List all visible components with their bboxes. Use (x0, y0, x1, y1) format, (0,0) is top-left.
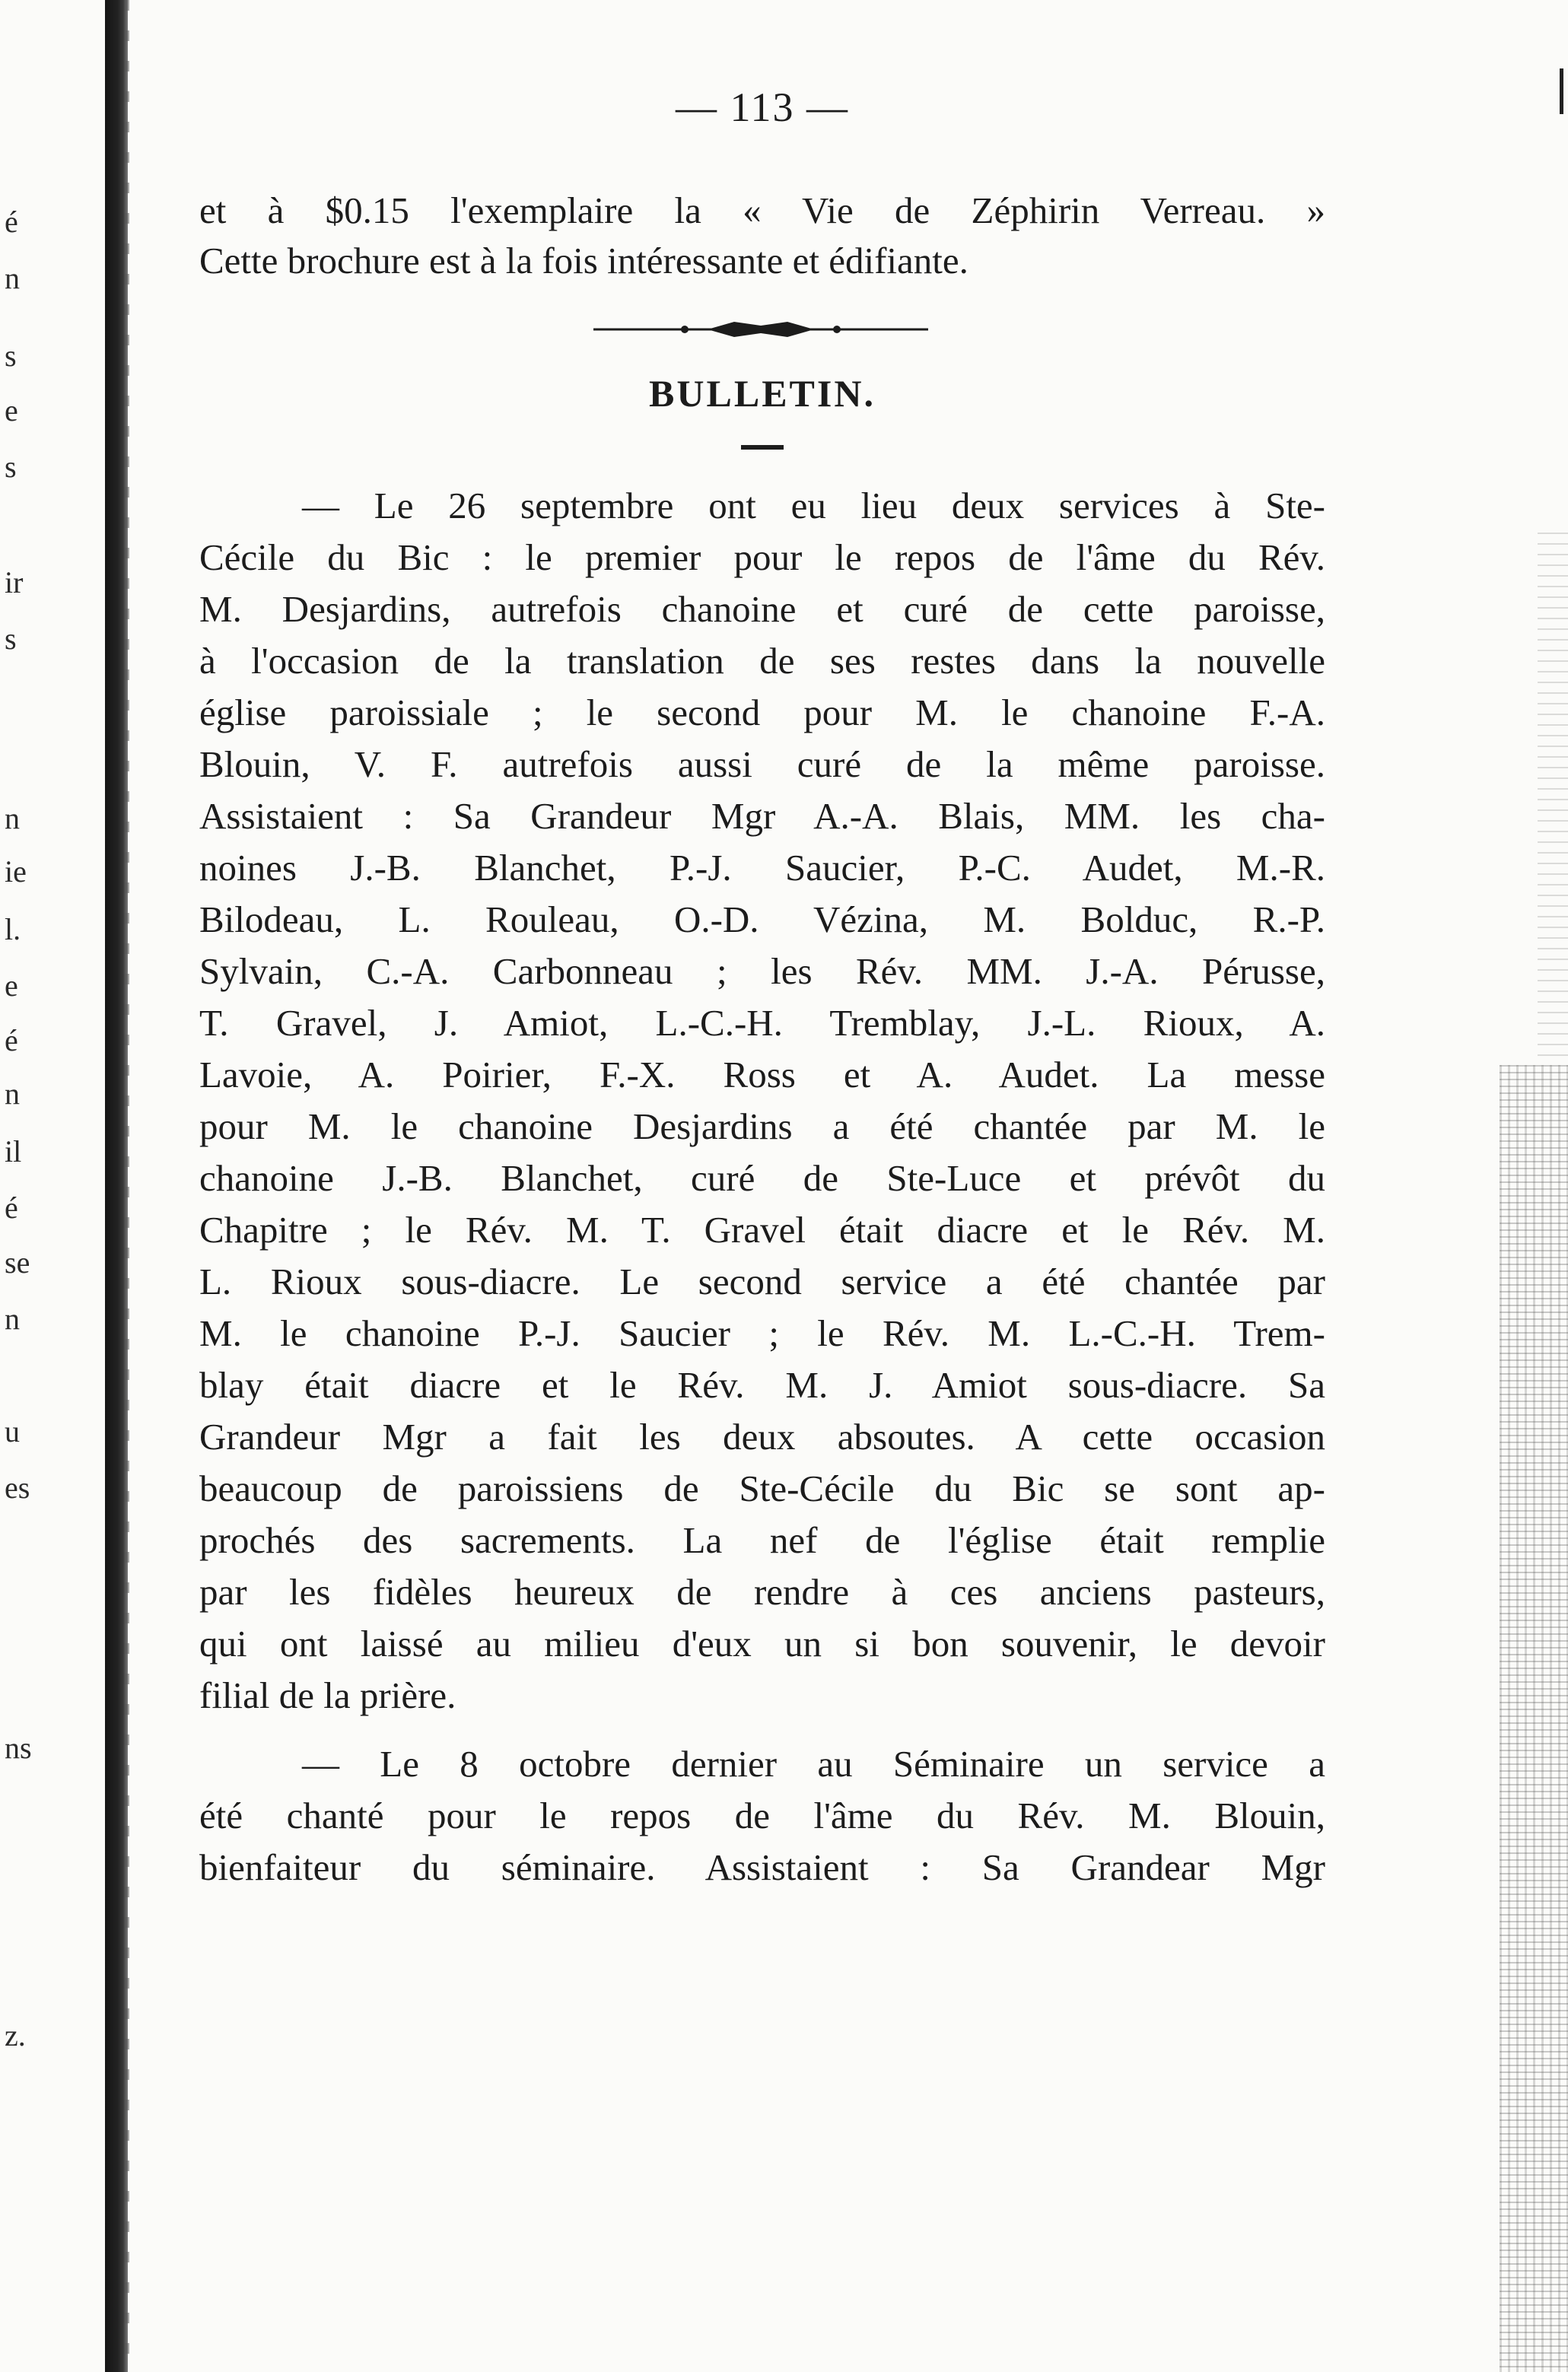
edge-letter: n (5, 261, 20, 295)
paragraph-line: filial de la prière. (199, 1674, 456, 1716)
paragraph-line: M. Desjardins, autrefois chanoine et curé de cette paroisse, (199, 588, 1325, 630)
edge-letter: s (5, 450, 17, 484)
paragraph-line: prochés des sacrements. La nef de l'église était remplie (199, 1519, 1325, 1561)
paragraph-line: Grandeur Mgr a fait les deux absoutes. A cette occasion (199, 1416, 1325, 1458)
edge-letter: z. (5, 2018, 26, 2052)
paragraph-line: été chanté pour le repos de l'âme du Rév. M. Blouin, (199, 1795, 1325, 1836)
edge-letter: es (5, 1471, 30, 1505)
adjacent-page-edge (0, 0, 46, 2372)
paragraph-line: Lavoie, A. Poirier, F.-X. Ross et A. Audet. La messe (199, 1054, 1325, 1095)
paragraph-line: blay était diacre et le Rév. M. J. Amiot sous-diacre. Sa (199, 1364, 1325, 1406)
paragraph-line: beaucoup de paroissiens de Ste-Cécile du Bic se sont ap- (199, 1467, 1325, 1509)
paragraph-line: bienfaiteur du séminaire. Assistaient : Sa Grandear Mgr (199, 1846, 1325, 1888)
spine-speckle (125, 0, 129, 2372)
paragraph-line: T. Gravel, J. Amiot, L.-C.-H. Tremblay, J.-L. Rioux, A. (199, 1002, 1325, 1044)
edge-letter: n (5, 1076, 20, 1111)
edge-letter: il (5, 1134, 22, 1169)
edge-letter: u (5, 1414, 20, 1448)
edge-letter: é (5, 1191, 18, 1225)
paragraph-line: — Le 26 septembre ont eu lieu deux services à Ste- (302, 485, 1325, 526)
paragraph-line: Chapitre ; le Rév. M. T. Gravel était diacre et le Rév. M. (199, 1209, 1325, 1251)
paragraph-line: chanoine J.-B. Blanchet, curé de Ste-Luce et prévôt du (199, 1157, 1325, 1199)
edge-letter: é (5, 1023, 18, 1057)
scan-noise-lower (1500, 1065, 1568, 2372)
edge-letter: l. (5, 912, 21, 946)
edge-letter: e (5, 393, 18, 428)
edge-letter: s (5, 339, 17, 373)
scan-noise-upper (1538, 533, 1568, 1065)
paragraph-line: par les fidèles heureux de rendre à ces anciens pasteurs, (199, 1571, 1325, 1613)
edge-letter: e (5, 968, 18, 1003)
ornament-divider (593, 318, 928, 341)
edge-letter: ns (5, 1731, 32, 1765)
edge-letter: é (5, 205, 18, 239)
paragraph-line: noines J.-B. Blanchet, P.-J. Saucier, P.-C. Audet, M.-R. (199, 847, 1325, 889)
paragraph-line: Sylvain, C.-A. Carbonneau ; les Rév. MM. J.-A. Pérusse, (199, 950, 1325, 992)
paragraph-line: église paroissiale ; le second pour M. le chanoine F.-A. (199, 692, 1325, 733)
paragraph-line: à l'occasion de la translation de ses restes dans la nouvelle (199, 640, 1325, 682)
edge-letter: ir (5, 565, 24, 599)
paragraph-line: — Le 8 octobre dernier au Séminaire un service a (302, 1743, 1325, 1785)
intro-line: et à $0.15 l'exemplaire la « Vie de Zéphirin Verreau. » (199, 189, 1325, 231)
paragraph-line: Assistaient : Sa Grandeur Mgr A.-A. Blais, MM. les cha- (199, 795, 1325, 837)
edge-letter: n (5, 1302, 20, 1336)
edge-letter: ie (5, 854, 27, 889)
edge-letter: se (5, 1245, 30, 1280)
intro-line: Cette brochure est à la fois intéressante et édifiante. (199, 240, 968, 281)
scan-corner-mark (1560, 68, 1563, 114)
paragraph-line: Cécile du Bic : le premier pour le repos de l'âme du Rév. (199, 536, 1325, 578)
section-heading: BULLETIN. (649, 372, 876, 415)
paragraph-line: pour M. le chanoine Desjardins a été chantée par M. le (199, 1105, 1325, 1147)
page-number: — 113 — (676, 84, 849, 130)
paragraph-line: L. Rioux sous-diacre. Le second service a été chantée par (199, 1261, 1325, 1302)
paragraph-line: qui ont laissé au milieu d'eux un si bon souvenir, le devoir (199, 1623, 1325, 1665)
edge-letter: s (5, 622, 17, 656)
heading-dash (741, 445, 784, 450)
edge-letter: n (5, 801, 20, 835)
paragraph-line: Bilodeau, L. Rouleau, O.-D. Vézina, M. Bolduc, R.-P. (199, 898, 1325, 940)
paragraph-line: M. le chanoine P.-J. Saucier ; le Rév. M. L.-C.-H. Trem- (199, 1312, 1325, 1354)
paragraph-line: Blouin, V. F. autrefois aussi curé de la même paroisse. (199, 743, 1325, 785)
